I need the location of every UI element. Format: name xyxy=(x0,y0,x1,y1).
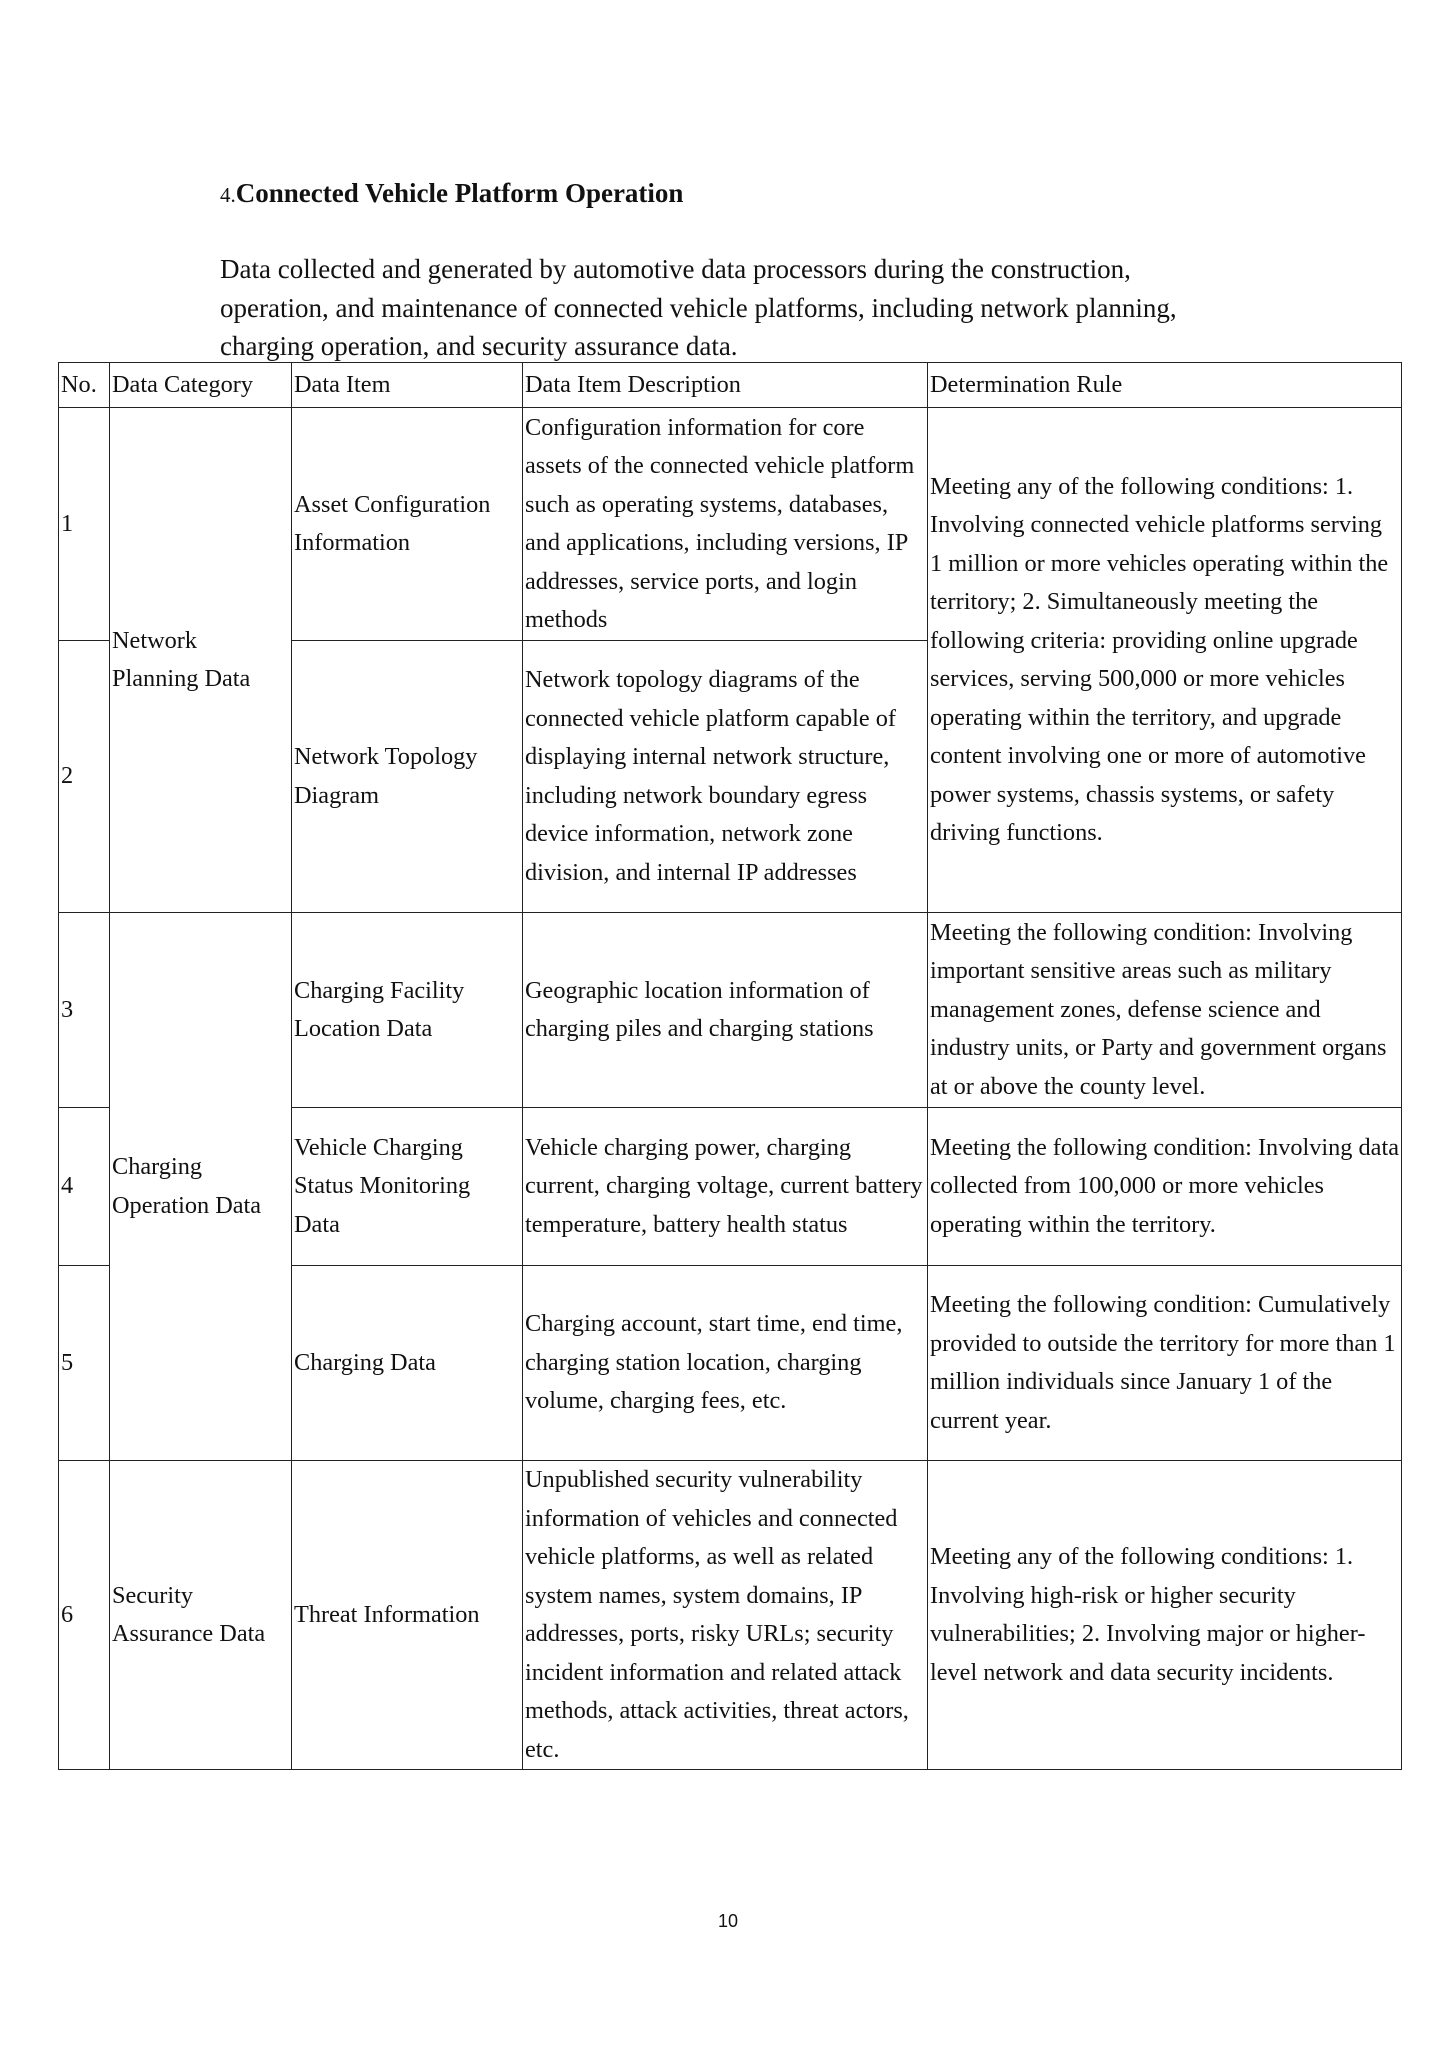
row-no: 4 xyxy=(59,1108,110,1266)
table-row xyxy=(59,913,1402,1108)
header-category: Data Category xyxy=(110,363,292,408)
rule-cell: Meeting the following condition: Involving data collected from 100,000 or more vehicles operating within the territory. xyxy=(928,1108,1402,1266)
table-row xyxy=(59,408,1402,641)
description-cell: Geographic location information of charging piles and charging stations xyxy=(523,913,928,1108)
section-number: 4. xyxy=(220,183,236,207)
description-cell: Charging account, start time, end time, charging station location, charging volume, charging fees, etc. xyxy=(523,1266,928,1461)
item-cell: Network Topology Diagram xyxy=(292,641,523,913)
category-cell: Network Planning Data xyxy=(110,408,292,913)
table-header-row xyxy=(59,363,1402,408)
page-number: 10 xyxy=(717,1911,739,1931)
section-title-text: Connected Vehicle Platform Operation xyxy=(235,178,684,208)
section-title xyxy=(220,178,683,209)
item-cell: Asset Configuration Information xyxy=(292,408,523,641)
header-description: Data Item Description xyxy=(523,363,928,408)
row-no: 1 xyxy=(59,408,110,641)
data-table xyxy=(58,362,1402,1770)
item-cell: Charging Data xyxy=(292,1266,523,1461)
category-cell: Security Assurance Data xyxy=(110,1461,292,1770)
table-row xyxy=(59,1461,1402,1770)
row-no: 5 xyxy=(59,1266,110,1461)
header-item: Data Item xyxy=(292,363,523,408)
header-rule: Determination Rule xyxy=(928,363,1402,408)
rule-cell: Meeting the following condition: Involving important sensitive areas such as military management zones, defense science and industry units, or Party and government organs at or above the county level. xyxy=(928,913,1402,1108)
row-no: 2 xyxy=(59,641,110,913)
intro-paragraph: Data collected and generated by automotive data processors during the construction, operation, and maintenance of connected vehicle platforms, including network planning, charging operation, and security assurance data. xyxy=(220,254,1177,361)
header-no: No. xyxy=(59,363,110,408)
description-cell: Unpublished security vulnerability information of vehicles and connected vehicle platforms, as well as related system names, system domains, IP addresses, ports, risky URLs; security incident information and related attack methods, attack activities, threat actors, etc. xyxy=(523,1461,928,1770)
rule-cell: Meeting any of the following conditions: 1. Involving high-risk or higher security vulnerabilities; 2. Involving major or higher-level network and data security incidents. xyxy=(928,1461,1402,1770)
item-cell: Charging Facility Location Data xyxy=(292,913,523,1108)
row-no: 6 xyxy=(59,1461,110,1770)
row-no: 3 xyxy=(59,913,110,1108)
description-cell: Vehicle charging power, charging current, charging voltage, current battery temperature, battery health status xyxy=(523,1108,928,1266)
rule-cell: Meeting the following condition: Cumulatively provided to outside the territory for more than 1 million individuals since January 1 of the current year. xyxy=(928,1266,1402,1461)
item-cell: Vehicle Charging Status Monitoring Data xyxy=(292,1108,523,1266)
description-cell: Network topology diagrams of the connected vehicle platform capable of displaying internal network structure, including network boundary egress device information, network zone division, and internal IP addresses xyxy=(523,641,928,913)
rule-cell: Meeting any of the following conditions: 1. Involving connected vehicle platforms serving 1 million or more vehicles operating within the territory; 2. Simultaneously meeting the following criteria: providing online upgrade services, serving 500,000 or more vehicles operating within the territory, and upgrade content involving one or more of automotive power systems, chassis systems, or safety driving functions. xyxy=(928,408,1402,913)
category-cell: Charging Operation Data xyxy=(110,913,292,1461)
item-cell: Threat Information xyxy=(292,1461,523,1770)
description-cell: Configuration information for core assets of the connected vehicle platform such as operating systems, databases, and applications, including versions, IP addresses, service ports, and login methods xyxy=(523,408,928,641)
